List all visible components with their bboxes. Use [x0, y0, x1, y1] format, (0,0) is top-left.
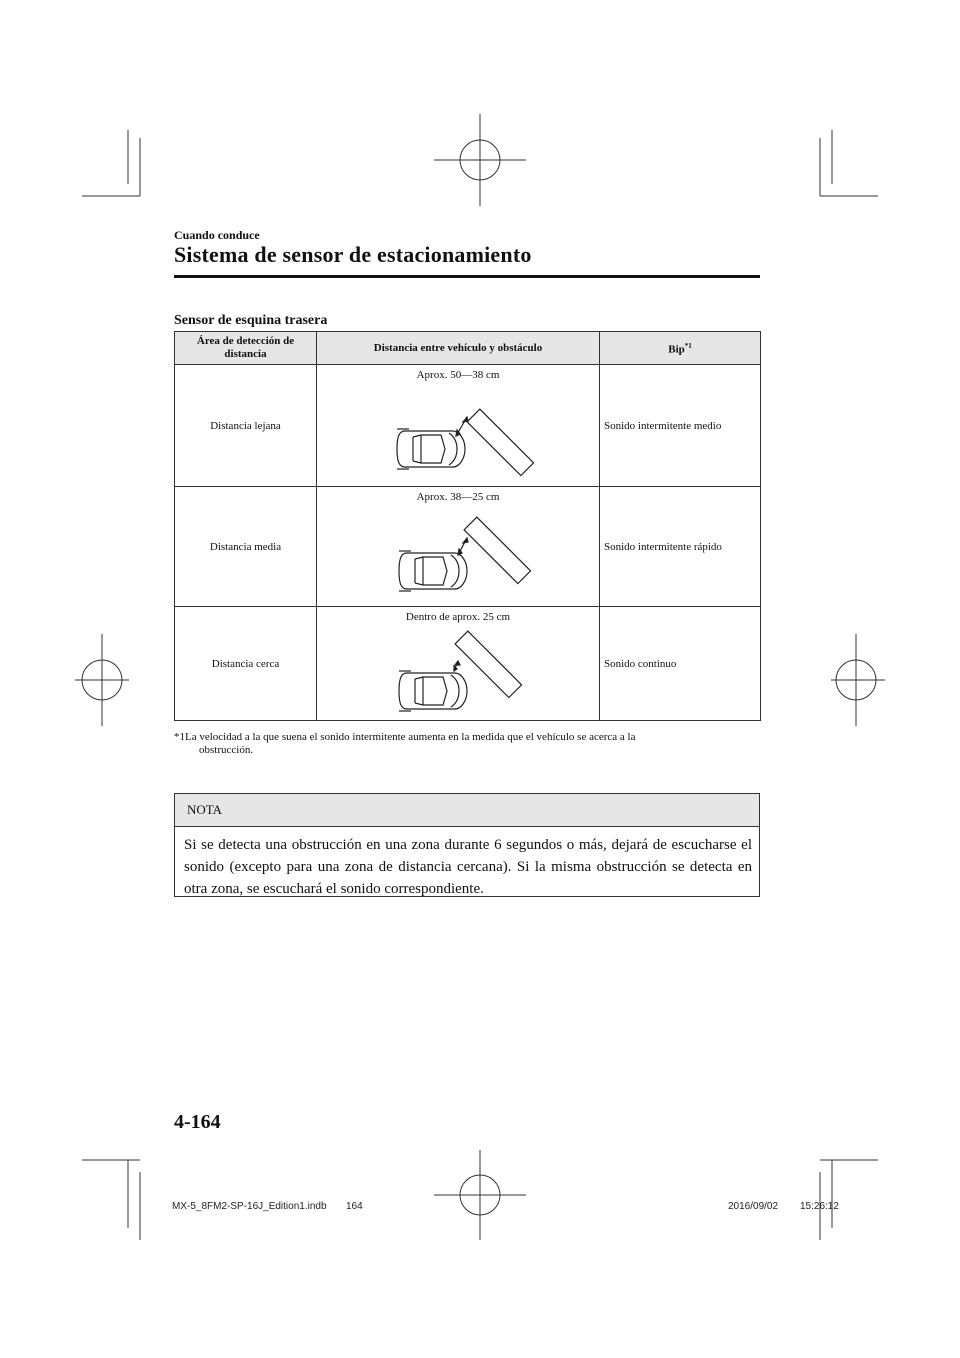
beep-cell: Sonido intermitente medio — [600, 365, 761, 487]
distance-label: Aprox. 38—25 cm — [416, 491, 500, 503]
area-cell: Distancia cerca — [175, 607, 317, 721]
header-beep — [600, 332, 761, 365]
registration-mark-top — [434, 114, 526, 206]
header-distance: Distancia entre vehículo y obstáculo — [317, 332, 600, 365]
note-heading: NOTA — [187, 802, 223, 817]
distance-label: Dentro de aprox. 25 cm — [405, 611, 511, 623]
table-row — [175, 487, 761, 607]
diagram-medium — [317, 487, 600, 607]
registration-mark-left — [75, 634, 129, 726]
footnote-continuation: obstrucción. — [199, 744, 254, 756]
crop-mark-top-left — [82, 130, 140, 196]
header-area: Área de detección de distancia — [175, 332, 317, 365]
registration-mark-right — [831, 634, 885, 726]
note-body: Si se detecta una obstrucción en una zona durante 6 segundos o más, dejará de escucharse el sonido (excepto para una zona de distancia cercana). Si la misma obstrucción se detecta en otra zona, se escuchará el sonido correspondiente. — [184, 837, 752, 897]
print-footer-time: 15:26:12 — [800, 1201, 839, 1212]
distance-arrow — [458, 538, 468, 555]
distance-cell — [317, 607, 600, 721]
crop-mark-bottom-right — [820, 1160, 878, 1240]
diagram-far — [317, 365, 600, 487]
footnote-text: La velocidad a la que suena el sonido intermitente aumenta en la medida que el vehículo se acerca a la — [185, 731, 636, 743]
print-footer-date: 2016/09/02 — [728, 1201, 779, 1212]
car-outline — [397, 429, 465, 469]
area-cell: Distancia lejana — [175, 365, 317, 487]
title-rule — [174, 275, 760, 278]
print-footer-page: 164 — [346, 1201, 363, 1212]
distance-arrow — [454, 661, 460, 671]
car-outline — [399, 671, 467, 711]
footnote-mark: *1 — [174, 731, 185, 743]
distance-cell — [317, 487, 600, 607]
car-outline — [399, 551, 467, 591]
distance-cell — [317, 365, 600, 487]
section-label: Cuando conduce — [174, 228, 260, 242]
print-footer-file: MX-5_8FM2-SP-16J_Edition1.indb — [172, 1201, 327, 1212]
distance-label: Aprox. 50—38 cm — [416, 369, 500, 381]
obstacle-bar — [455, 631, 521, 697]
header-beep-label: Bip — [668, 343, 685, 356]
diagram-near — [317, 607, 600, 721]
page-title: Sistema de sensor de estacionamiento — [174, 242, 532, 267]
obstacle-bar — [467, 409, 533, 475]
header-beep-ref: *1 — [684, 341, 692, 350]
sensor-table — [174, 331, 761, 721]
table-header-row — [175, 332, 761, 365]
registration-mark-bottom — [434, 1150, 526, 1240]
note-box — [174, 793, 760, 897]
beep-cell: Sonido intermitente rápido — [600, 487, 761, 607]
area-cell: Distancia media — [175, 487, 317, 607]
crop-mark-bottom-left — [82, 1160, 140, 1240]
table-row — [175, 365, 761, 487]
table-row — [175, 607, 761, 721]
subheading: Sensor de esquina trasera — [174, 313, 328, 328]
obstacle-bar — [464, 517, 530, 583]
crop-mark-top-right — [820, 130, 878, 196]
note-header — [175, 794, 759, 827]
beep-cell: Sonido continuo — [600, 607, 761, 721]
page-number: 4-164 — [174, 1111, 221, 1133]
distance-arrow — [456, 417, 468, 436]
